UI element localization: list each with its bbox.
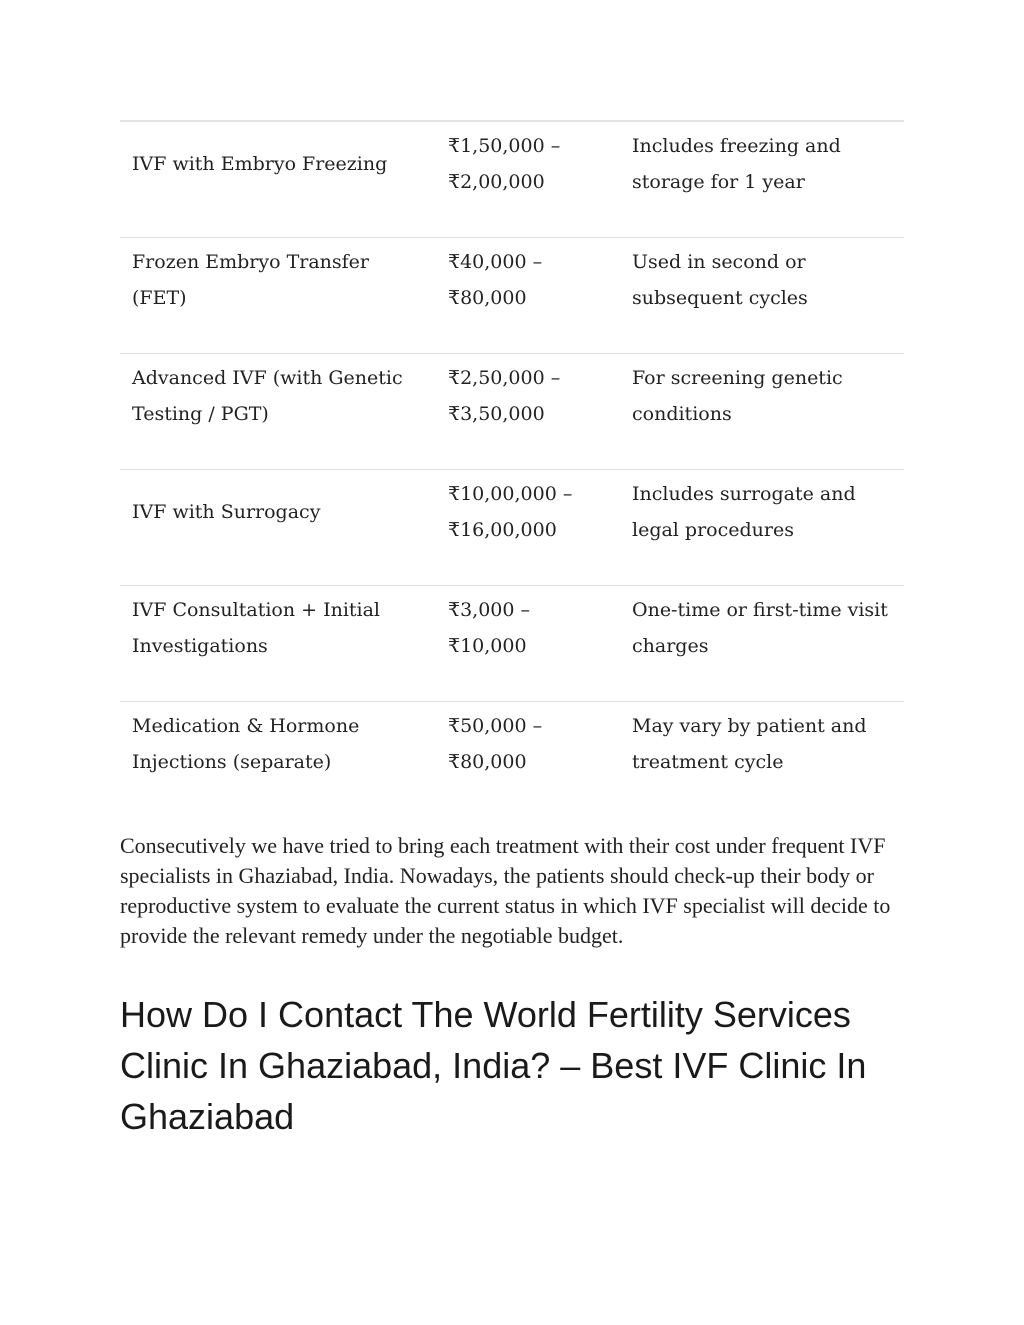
cost-from: ₹40,000 –	[448, 250, 543, 273]
treatment-cell: IVF Consultation + Initial Investigations	[132, 598, 381, 657]
table-row	[120, 469, 904, 585]
table-row	[120, 121, 904, 237]
cost-to: ₹2,00,000	[448, 171, 545, 193]
cost-cell	[436, 585, 620, 701]
note-cell: One-time or first-time visit charges	[632, 598, 888, 657]
treatment-cell: Advanced IVF (with Genetic Testing / PGT)	[132, 366, 403, 425]
table-row	[120, 585, 904, 701]
body-paragraph: Consecutively we have tried to bring each treatment with their cost under frequent IVF specialists in Ghaziabad, India. Nowadays, the patients should check-up their body or reproductive system to evaluate the current status in which IVF specialist will decide to provide the relevant remedy under the negotiable budget.	[120, 833, 891, 948]
cost-to: ₹80,000	[448, 286, 527, 309]
cost-from: ₹2,50,000 –	[448, 366, 561, 389]
table-row	[120, 353, 904, 469]
cost-cell	[436, 121, 620, 237]
cost-to: ₹10,000	[448, 634, 527, 657]
cost-cell	[436, 353, 620, 469]
cost-to: ₹16,00,000	[448, 518, 557, 541]
cost-from: ₹10,00,000 –	[448, 482, 573, 505]
cost-from: ₹50,000 –	[448, 714, 543, 737]
note-cell: For screening genetic conditions	[632, 366, 843, 425]
table-row	[120, 237, 904, 353]
cost-from: ₹1,50,000 –	[448, 135, 561, 157]
cost-cell	[436, 469, 620, 585]
cost-cell	[436, 701, 620, 801]
note-cell: Used in second or subsequent cycles	[632, 250, 808, 309]
section-heading: How Do I Contact The World Fertility Services Clinic In Ghaziabad, India? – Best IVF Clinic In Ghaziabad	[120, 994, 867, 1137]
treatment-cell: IVF with Surrogacy	[132, 500, 321, 523]
cost-from: ₹3,000 –	[448, 598, 531, 621]
treatment-cell: Medication & Hormone Injections (separate)	[132, 714, 360, 773]
article-content	[120, 120, 904, 1142]
note-cell: Includes freezing and storage for 1 year	[632, 135, 841, 193]
table-row	[120, 701, 904, 801]
treatment-cell: IVF with Embryo Freezing	[132, 153, 388, 175]
cost-to: ₹3,50,000	[448, 402, 545, 425]
note-cell: May vary by patient and treatment cycle	[632, 714, 867, 773]
treatment-cell: Frozen Embryo Transfer (FET)	[132, 250, 370, 309]
cost-to: ₹80,000	[448, 750, 527, 773]
ivf-cost-table	[120, 120, 904, 801]
note-cell: Includes surrogate and legal procedures	[632, 482, 856, 541]
cost-cell	[436, 237, 620, 353]
